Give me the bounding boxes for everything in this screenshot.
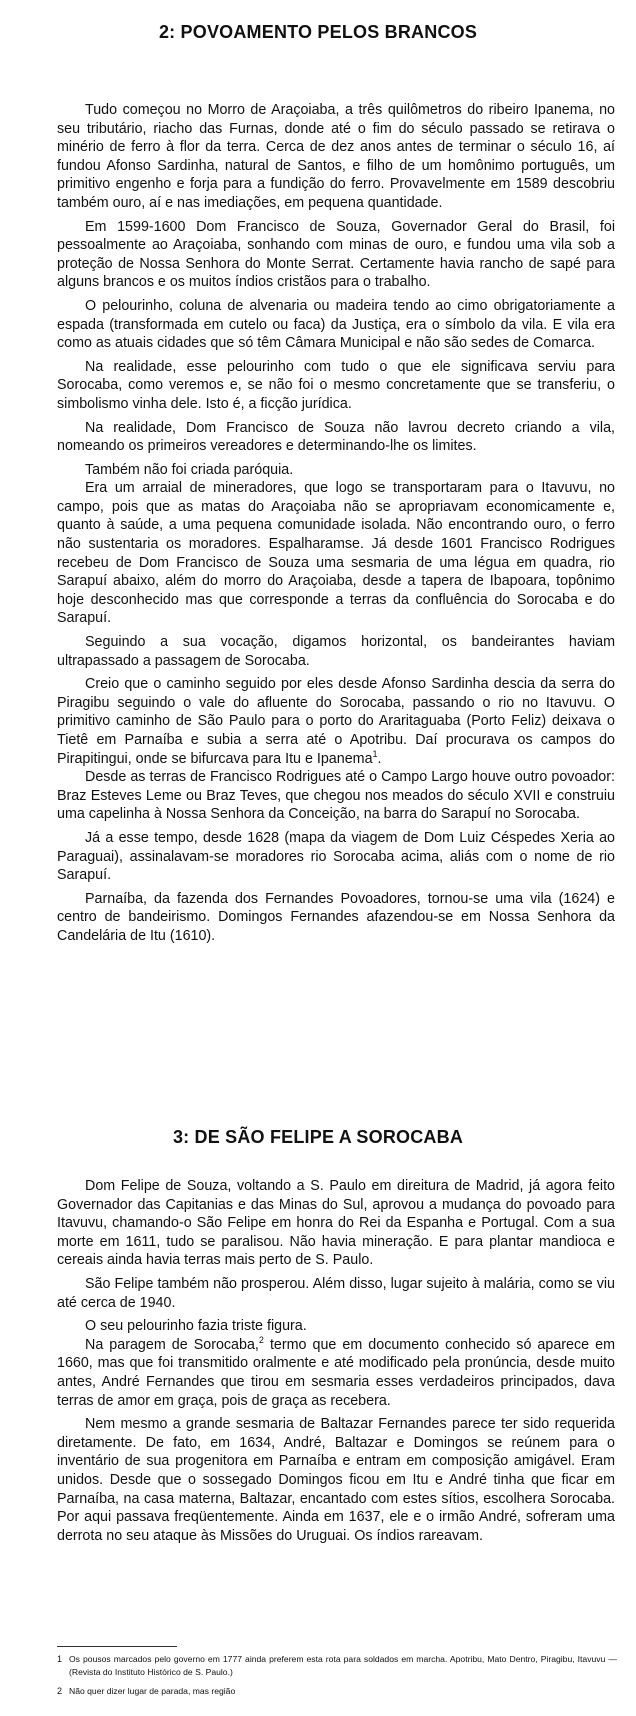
footnotes [57, 1653, 617, 1704]
footnote-reference-1[interactable]: 1 [372, 748, 378, 759]
footnote-mark: 2 [57, 1686, 63, 1696]
paragraph [57, 1336, 615, 1410]
footnote-text: Os pousos marcados pelo governo em 1777 ainda preferem esta rota para soldados em marcha. Apotribu, Mato Dentro, Piragibu, Itavuvu — (Revista do Instituto Histórico de S. Paulo.) [69, 1654, 617, 1677]
paragraph: Tudo começou no Morro de Araçoiaba, a três quilômetros do ribeiro Ipanema, no seu tributário, riacho das Furnas, donde até o fim do século passado se retirava o minério de ferro à flor da terra. Cerca de dez anos antes de terminar o século 16, aí fundou Afonso Sardinha, natural de Santos, e filho de um homônimo português, um primitivo engenho e forja para a fundição do ferro. Provavelmente em 1589 descobriu também ouro, aí e nas imediações, em pequena quantidade. [57, 102, 615, 211]
paragraph: Desde as terras de Francisco Rodrigues até o Campo Largo houve outro povoador: Braz Esteves Leme ou Braz Teves, que chegou nos meados do século XVII e construiu uma capelinha à Nossa Senhora da Conceição, na barra do Sarapuí no Sorocaba. [57, 769, 615, 823]
paragraph: Parnaíba, da fazenda dos Fernandes Povoadores, tornou-se uma vila (1624) e centro de bandeirismo. Domingos Fernandes afazendou-se em Nossa Senhora da Candelária de Itu (1610). [57, 890, 615, 944]
paragraph: Seguindo a sua vocação, digamos horizontal, os bandeirantes haviam ultrapassado a passagem de Sorocaba. [57, 634, 615, 669]
footnote-divider [57, 1646, 177, 1647]
paragraph: Creio que o caminho seguido por eles desde Afonso Sardinha descia da serra do Piragibu seguindo o vale do afluente do Sorocaba, passando o rio no Itavuvu. O primitivo caminho de São Paulo para o porto do Araritaguaba (Porto Feliz) deixava o Tietê em Parnaíba e subia a serra até o Apotribu. Daí procurava os campos do Pirapitingui, onde se bifurcava para Itu e Ipanema$^1$. [57, 676, 615, 767]
paragraph: Era um arraial de mineradores, que logo se transportaram para o Itavuvu, no campo, pois que as matas do Araçoiaba não se apropriavam economicamente e, quanto à saúde, a uma pequena comunidade isolada. Não encontrando ouro, o ferro não sustentaria os moradores. Espalharamse. Já desde 1601 Francisco Rodrigues recebeu de Dom Francisco de Souza uma sesmaria de uma légua em quadra, rio Sarapuí abaixo, além do morro do Araçoiaba, desde a tapera de Ibapoara, topônimo hoje desconhecido mas que corresponde a terras da confluência do Sorocaba e do Sarapuí. [57, 480, 615, 627]
paragraph-text: Creio que o caminho seguido por eles desde Afonso Sardinha descia da serra do Piragibu seguindo o vale do afluente do Sorocaba, passando o rio no Itavuvu. O primitivo caminho de São Paulo para o porto do Araritaguaba (Porto Feliz) deixava o Tietê em Parnaíba e subia a serra até o Apotribu. Daí procurava os campos do Pirapitingui, onde se bifurcava para Itu e Ipanema [57, 676, 615, 767]
footnote [57, 1685, 617, 1698]
section-2-heading: 2: POVOAMENTO PELOS BRANCOS [158, 22, 478, 42]
section-3-heading: 3: DE SÃO FELIPE A SOROCABA [172, 1127, 464, 1147]
paragraph: Na realidade, esse pelourinho com tudo o que ele significava serviu para Sorocaba, como veremos e, se não foi o mesmo concretamente que se transferiu, o simbolismo vinha dele. Isto é, a ficção jurídica. [57, 358, 615, 412]
paragraph-text: termo que em documento conhecido só aparece em 1660, mas que foi transmitido oralmente e até modificado pela pronúncia, desde muito antes, André Fernandes que tirou em sesmaria esses verdadeiros principados, dava terras de amor em graça, pois de graça as recebera. [57, 1336, 615, 1409]
footnote-mark: 1 [57, 1654, 63, 1664]
footnote-text: Não quer dizer lugar de parada, mas região [69, 1686, 236, 1696]
paragraph: Nem mesmo a grande sesmaria de Baltazar Fernandes parece ter sido requerida diretamente. De fato, em 1634, André, Baltazar e Domingos se reúnem para o inventário de sua progenitora em Parnaíba e entram em composição amigável. Eram unidos. Desde que o sossegado Domingos ficou em Itu e André tinha que ficar em Parnaíba, na casa materna, Baltazar, encantado com estes sítios, escolhera Sorocaba. Por aqui passava freqüentemente. Ainda em 1637, ele e o irmão André, sofreram uma derrota no seu ataque às Missões do Uruguai. Os índios rareavam. [57, 1416, 615, 1544]
section-2-body [57, 101, 615, 951]
paragraph: São Felipe também não prosperou. Além disso, lugar sujeito à malária, como se viu até cerca de 1940. [57, 1275, 615, 1311]
paragraph: O pelourinho, coluna de alvenaria ou madeira tendo ao cimo obrigatoriamente a espada (transformada em cutelo ou faca) da Justiça, era o símbolo da vila. E vila era como as atuais cidades que só têm Câmara Municipal e não são sedes de Comarca. [57, 297, 615, 352]
paragraph: Em 1599-1600 Dom Francisco de Souza, Governador Geral do Brasil, foi pessoalmente ao Araçoiaba, sonhando com minas de ouro, e fundou uma vila sob a proteção de Nossa Senhora do Monte Serrat. Certamente havia rancho de sapé para alguns brancos e os muitos índios cristãos para o trabalho. [57, 218, 615, 291]
footnote [57, 1653, 617, 1679]
paragraph-text: Na paragem de Sorocaba, [85, 1336, 259, 1353]
section-3-body [57, 1177, 615, 1550]
footnote-reference-2[interactable]: 2 [258, 1334, 264, 1345]
paragraph: Dom Felipe de Souza, voltando a S. Paulo em direitura de Madrid, já agora feito Governador das Capitanias e das Minas do Sul, aprovou a mudança do povoado para Itavuvu, chamando-o São Felipe em honra do Rei da Espanha e Portugal. Com a sua morte em 1611, tudo se paralisou. Não havia mineração. E para plantar mandioca e cereais ainda havia terras mais perto de S. Paulo. [57, 1178, 615, 1269]
paragraph: Na realidade, Dom Francisco de Souza não lavrou decreto criando a vila, nomeando os primeiros vereadores e determinando-lhe os limites. [57, 419, 615, 455]
paragraph: O seu pelourinho fazia triste figura. [85, 1318, 307, 1335]
paragraph: Também não foi criada paróquia. [85, 461, 294, 478]
paragraph: Já a esse tempo, desde 1628 (mapa da viagem de Dom Luiz Céspedes Xeria ao Paraguai), assinalavam-se moradores rio Sorocaba acima, aliás com o nome de rio Sarapuí. [57, 829, 615, 884]
